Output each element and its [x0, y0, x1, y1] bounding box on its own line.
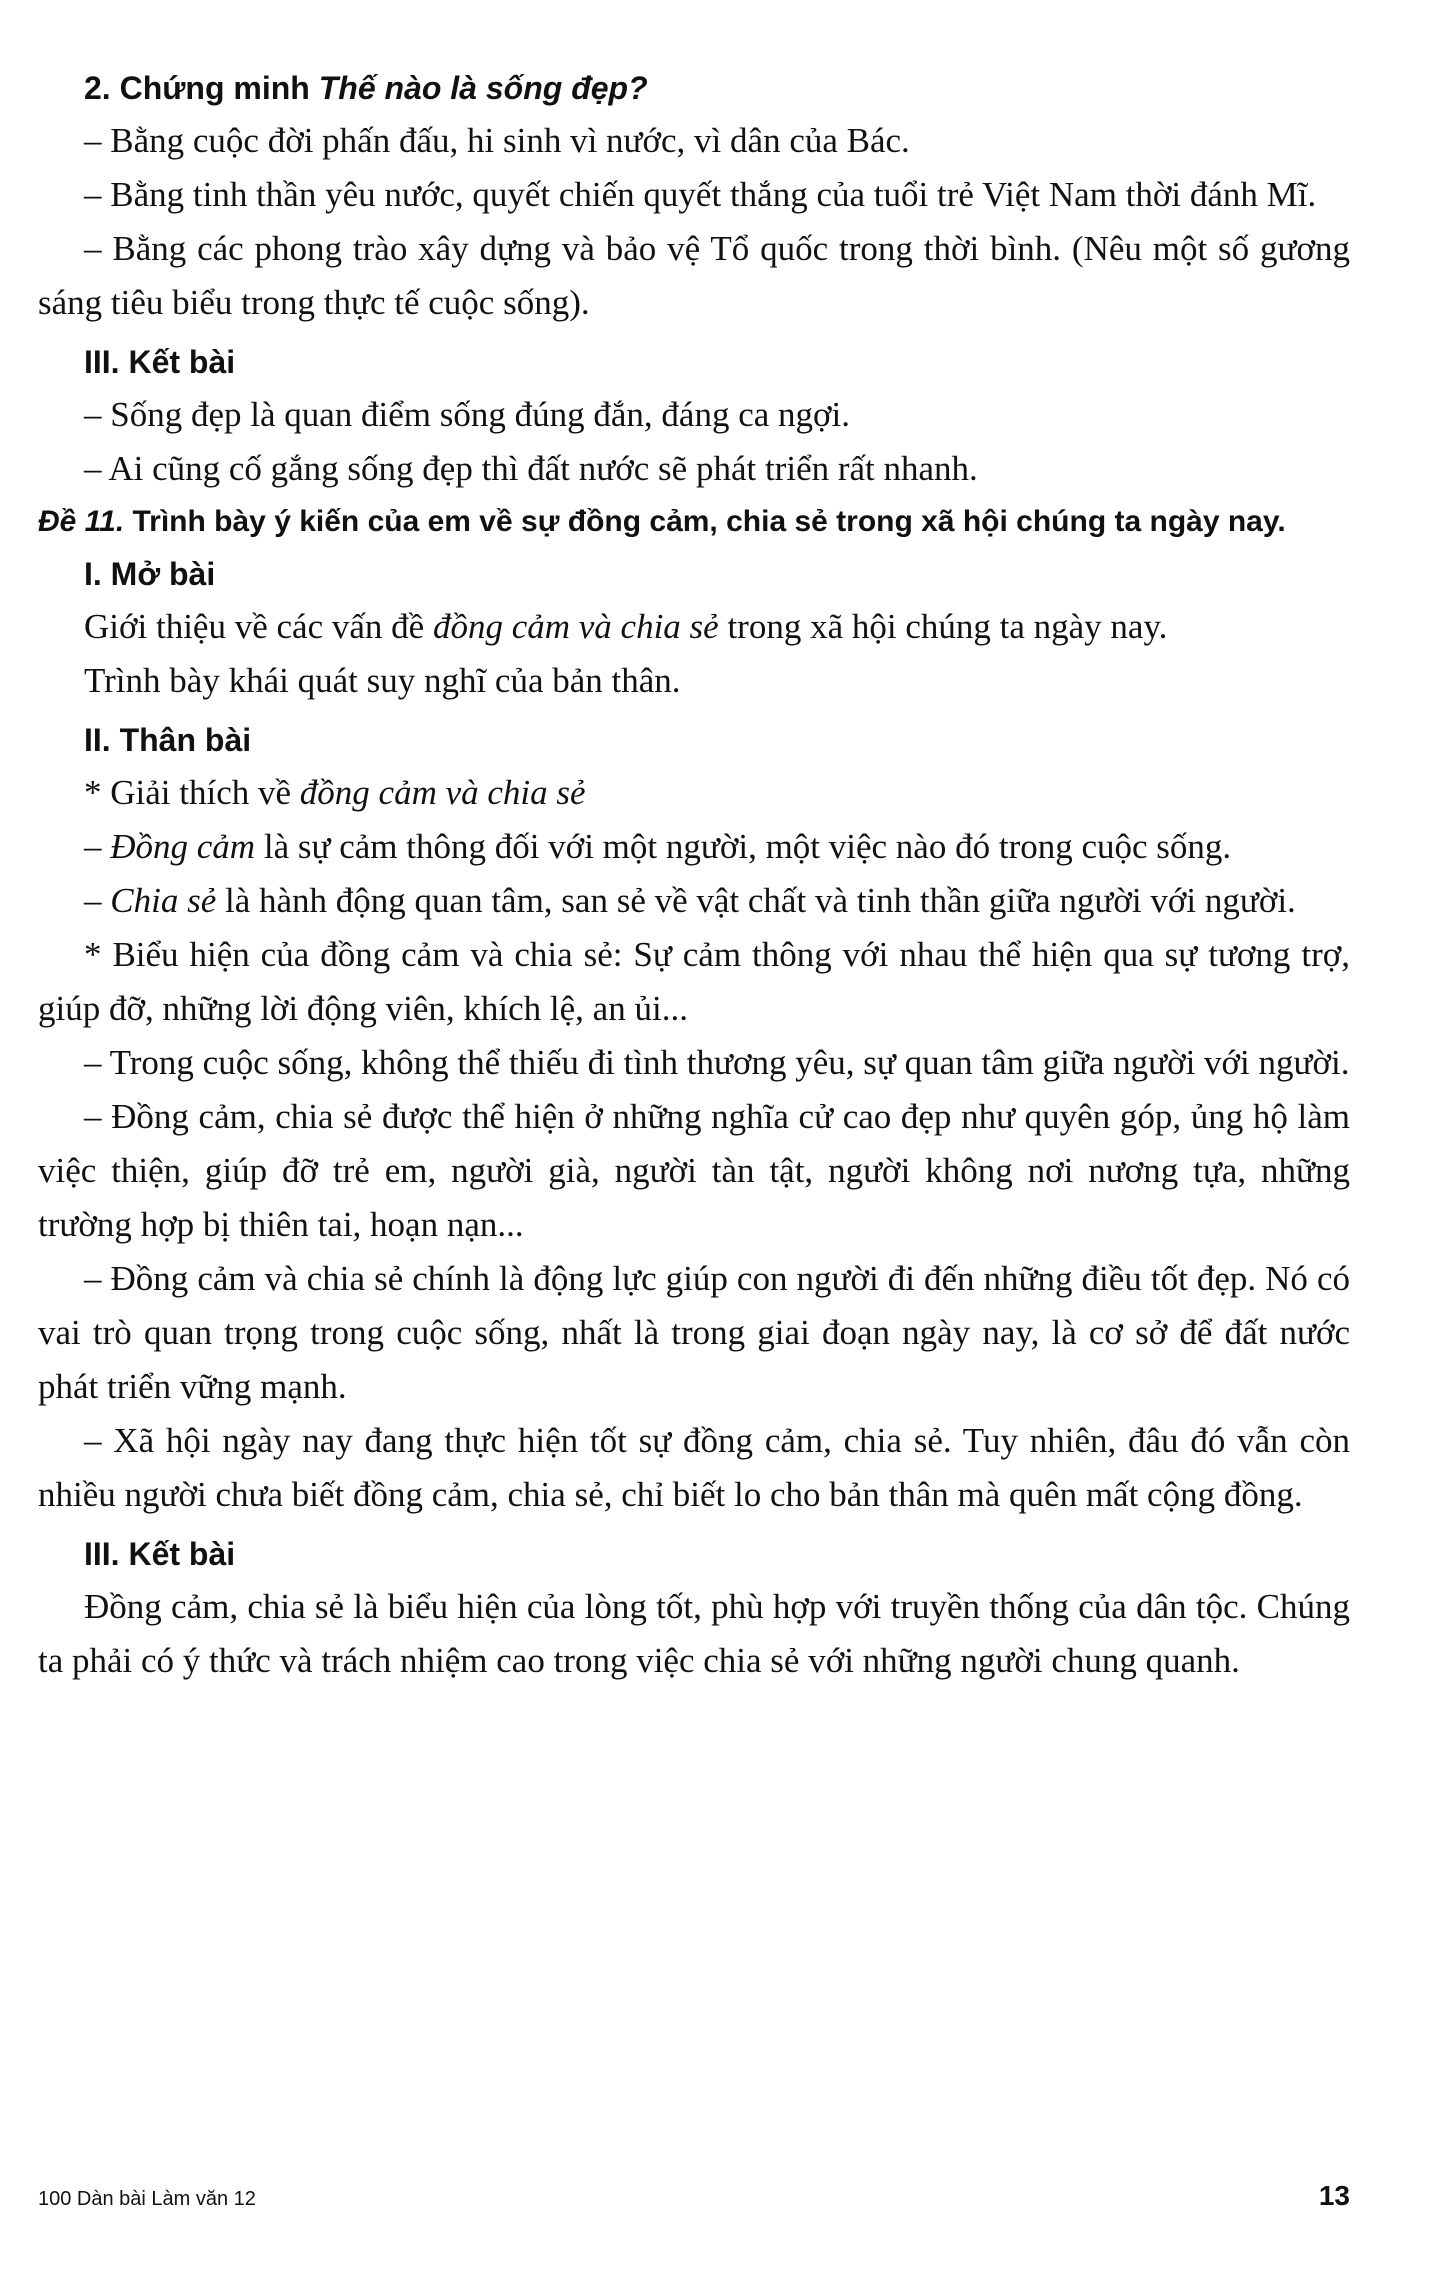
list-item: – Sống đẹp là quan điểm sống đúng đắn, đáng ca ngợi.: [84, 395, 851, 434]
explain-line: * Giải thích về đồng cảm và chia sẻ: [84, 773, 586, 812]
book-title: 100 Dàn bài Làm văn 12: [38, 2188, 256, 2210]
page-number: 13: [1318, 2180, 1350, 2211]
section-heading-prove: 2. Chứng minh Thế nào là sống đẹp?: [84, 70, 648, 106]
list-item: – Đồng cảm và chia sẻ chính là động lực giúp con người đi đến những điều tốt đẹp. Nó có vai trò quan trọng trong cuộc sống, nhất là trong giai đoạn ngày nay, là cơ sở để đất nước phát triển vững mạnh.: [38, 1259, 1350, 1406]
conclusion-heading-b: III. Kết bài: [84, 1536, 236, 1572]
intro-heading: I. Mở bài: [84, 556, 216, 592]
list-item: – Bằng cuộc đời phấn đấu, hi sinh vì nước, vì dân của Bác.: [84, 121, 910, 160]
list-item: * Biểu hiện của đồng cảm và chia sẻ: Sự cảm thông với nhau thể hiện qua sự tương trợ, giúp đỡ, những lời động viên, khích lệ, an ủi...: [38, 935, 1350, 1028]
de11-label: Đề 11.: [38, 505, 125, 538]
definition-chia-se: – Chia sẻ là hành động quan tâm, san sẻ về vật chất và tinh thần giữa người với người.: [84, 881, 1296, 920]
conclusion-heading-a: III. Kết bài: [84, 344, 236, 380]
conclusion-paragraph: Đồng cảm, chia sẻ là biểu hiện của lòng tốt, phù hợp với truyền thống của dân tộc. Chúng ta phải có ý thức và trách nhiệm cao trong việc chia sẻ với những người chung quanh.: [38, 1587, 1350, 1680]
list-item: – Ai cũng cố gắng sống đẹp thì đất nước sẽ phát triển rất nhanh.: [84, 449, 978, 488]
body-heading: II. Thân bài: [84, 722, 252, 758]
page-footer: [38, 2180, 1350, 2212]
intro-paragraph-2: Trình bày khái quát suy nghĩ của bản thân.: [84, 661, 681, 700]
intro-paragraph: Giới thiệu về các vấn đề đồng cảm và chia sẻ trong xã hội chúng ta ngày nay.: [84, 607, 1168, 646]
heading-italic: Thế nào là sống đẹp?: [318, 70, 648, 106]
list-item: – Đồng cảm, chia sẻ được thể hiện ở những nghĩa cử cao đẹp như quyên góp, ủng hộ làm việc thiện, giúp đỡ trẻ em, người già, người tàn tật, người không nơi nương tựa, những trường hợp bị thiên tai, hoạn nạn...: [38, 1097, 1350, 1244]
list-item: – Bằng tinh thần yêu nước, quyết chiến quyết thắng của tuổi trẻ Việt Nam thời đánh Mĩ.: [84, 175, 1317, 214]
list-item: – Bằng các phong trào xây dựng và bảo vệ Tổ quốc trong thời bình. (Nêu một số gương sáng tiêu biểu trong thực tế cuộc sống).: [38, 229, 1350, 322]
definition-dong-cam: – Đồng cảm là sự cảm thông đối với một người, một việc nào đó trong cuộc sống.: [84, 827, 1232, 866]
list-item: – Trong cuộc sống, không thể thiếu đi tình thương yêu, sự quan tâm giữa người với người.: [84, 1043, 1350, 1082]
de11-title: Đề 11. Trình bày ý kiến của em về sự đồng cảm, chia sẻ trong xã hội chúng ta ngày nay.: [38, 505, 1286, 538]
list-item: – Xã hội ngày nay đang thực hiện tốt sự đồng cảm, chia sẻ. Tuy nhiên, đâu đó vẫn còn nhiều người chưa biết đồng cảm, chia sẻ, chỉ biết lo cho bản thân mà quên mất cộng đồng.: [38, 1421, 1350, 1514]
